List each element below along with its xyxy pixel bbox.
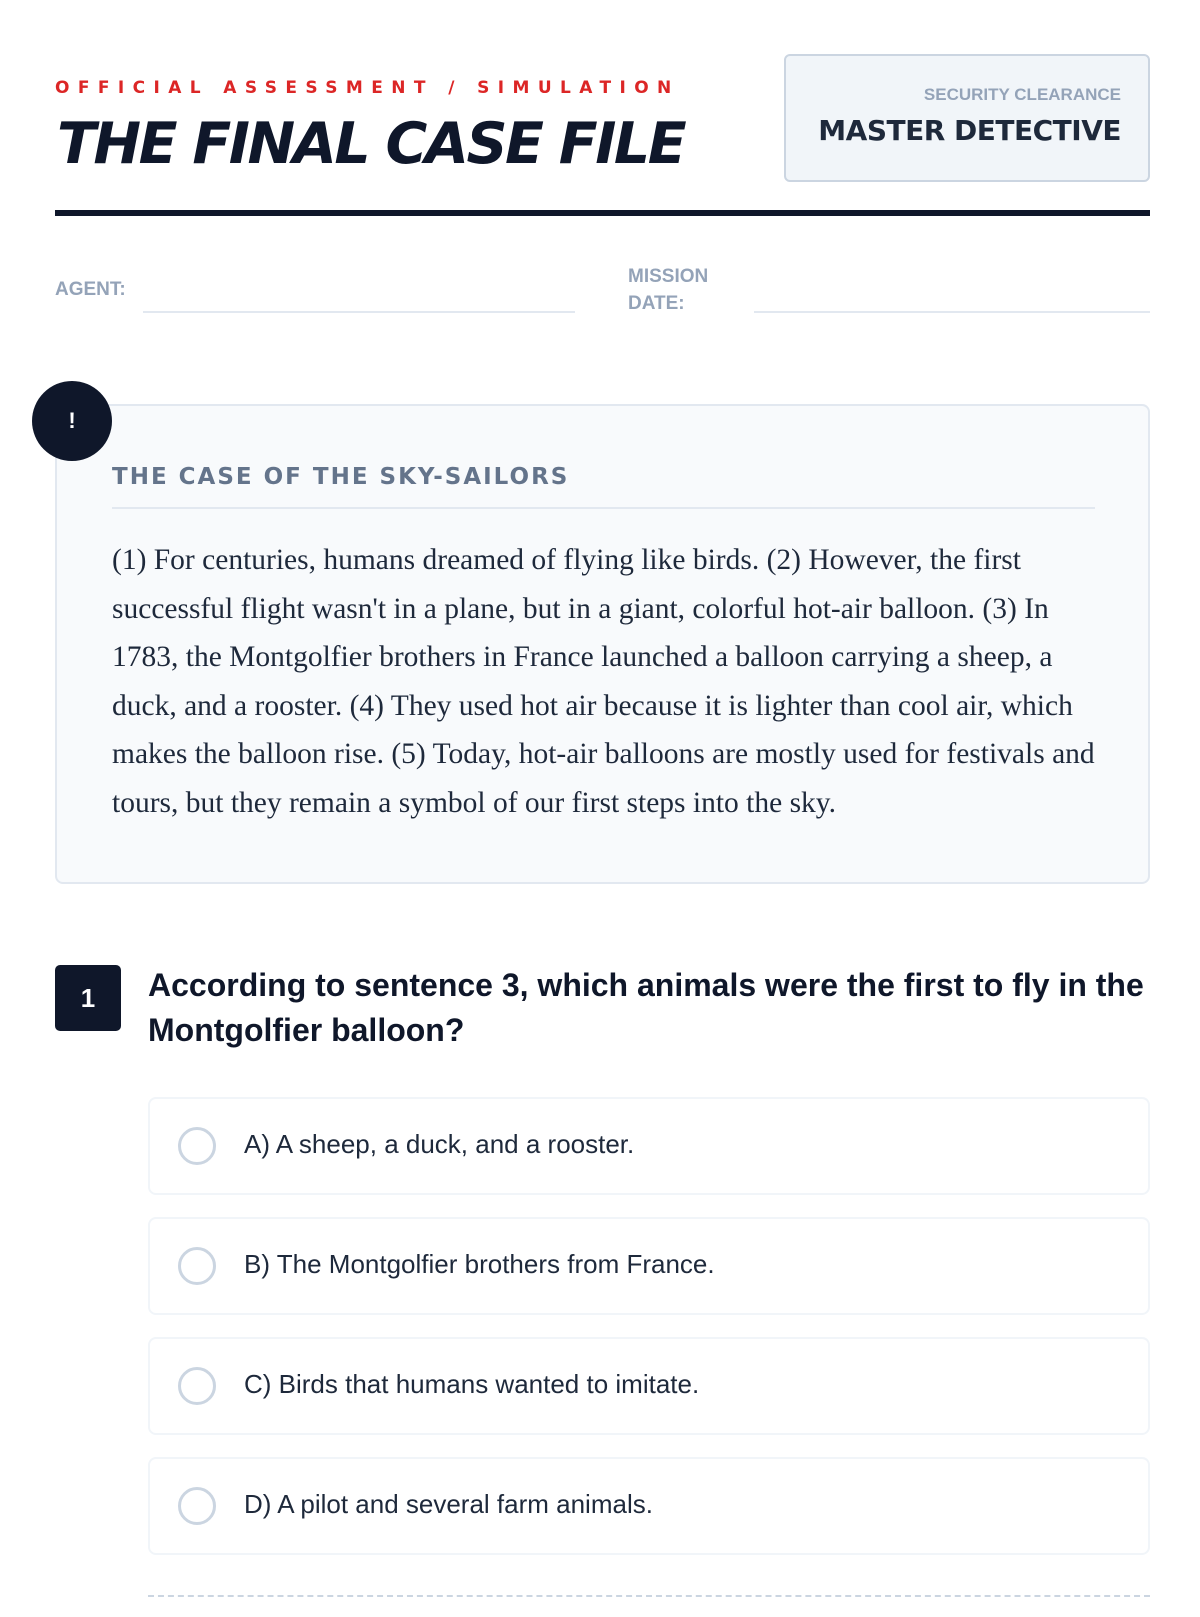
radio-icon[interactable] [178,1127,216,1165]
question-text: According to sentence 3, which animals were the first to fly in the Montgolfier balloon? [148,967,1144,1048]
answer-option-d[interactable] [148,1457,1150,1555]
radio-icon[interactable] [178,1487,216,1525]
page-title: THE FINAL CASE FILE [57,111,685,177]
agent-field[interactable] [143,311,575,313]
clearance-value: MASTER DETECTIVE [818,114,1121,147]
header [55,0,1150,216]
answer-option-label: A) A sheep, a duck, and a rooster. [244,1129,635,1159]
assessment-page [55,0,1150,1519]
exclamation-icon: ! [32,381,112,461]
mission-date-label-line1: MISSION [628,266,709,287]
case-divider [112,507,1095,509]
radio-icon[interactable] [178,1367,216,1405]
mission-date-label-line2: DATE: [628,293,685,314]
case-text: (1) For centuries, humans dreamed of flying like birds. (2) However, the first successful flight wasn't in a plane, but in a giant, colorful hot-air balloon. (3) In 1783, the Montgolfier brothers in France launched a balloon carrying a sheep, a duck, and a rooster. (4) They used hot air because it is lighter than cool air, which makes the balloon rise. (5) Today, hot-air balloons are mostly used for festivals and tours, but they remain a symbol of our first steps into the sky. [112,544,1095,819]
answer-option-c[interactable] [148,1337,1150,1435]
mission-date-field[interactable] [754,311,1150,313]
question-number: 1 [55,965,121,1031]
assessment-eyebrow: OFFICIAL ASSESSMENT / SIMULATION [55,78,680,98]
mission-date-label [628,263,708,317]
next-section-edge [148,1595,1150,1617]
case-passage [55,404,1150,884]
agent-label: AGENT: [55,279,126,300]
answer-option-a[interactable] [148,1097,1150,1195]
radio-icon[interactable] [178,1247,216,1285]
clearance-label: SECURITY CLEARANCE [923,85,1121,104]
security-clearance-box [784,54,1150,182]
answer-option-label: D) A pilot and several farm animals. [244,1489,653,1519]
case-title: THE CASE OF THE SKY-SAILORS [112,464,570,490]
answer-option-label: B) The Montgolfier brothers from France. [244,1249,715,1279]
answer-option-b[interactable] [148,1217,1150,1315]
meta-fields [55,216,1150,376]
answer-option-label: C) Birds that humans wanted to imitate. [244,1369,700,1399]
